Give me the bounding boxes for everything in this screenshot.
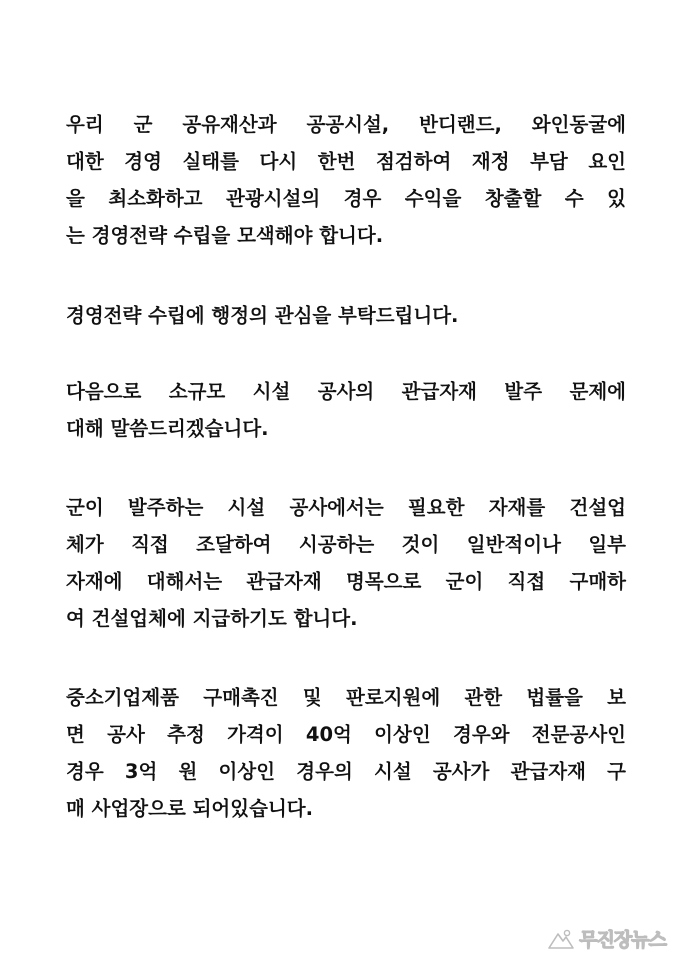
text-line: 다음으로 소규모 시설 공사의 관급자재 발주 문제에 — [66, 380, 626, 403]
text-line: 중소기업제품 구매촉진 및 판로지원에 관한 법률을 보 — [66, 686, 626, 709]
newspaper-logo-icon — [547, 928, 575, 950]
text-line: 는 경영전략 수립을 모색해야 합니다. — [66, 224, 384, 247]
text-line: 매 사업장으로 되어있습니다. — [66, 797, 314, 820]
paragraph-3 — [66, 373, 626, 447]
text-line: 자재에 대해서는 관급자재 명목으로 군이 직접 구매하 — [66, 570, 626, 593]
paragraph-5 — [66, 679, 626, 827]
paragraph-4 — [66, 489, 626, 637]
text-line: 우리 군 공유재산과 공공시설, 반디랜드, 와인동굴에 — [66, 113, 626, 136]
text-line: 을 최소화하고 관광시설의 경우 수익을 창출할 수 있 — [66, 187, 626, 210]
paragraph-1 — [66, 106, 626, 254]
text-line: 군이 발주하는 시설 공사에서는 필요한 자재를 건설업 — [66, 496, 626, 519]
text-line: 경영전략 수립에 행정의 관심을 부탁드립니다. — [66, 304, 459, 327]
watermark — [547, 925, 666, 952]
text-line: 대해 말씀드리겠습니다. — [66, 417, 269, 440]
text-line: 경우 3억 원 이상인 경우의 시설 공사가 관급자재 구 — [66, 760, 626, 783]
text-line: 면 공사 추정 가격이 40억 이상인 경우와 전문공사인 — [66, 723, 626, 746]
watermark-text: 무진장뉴스 — [579, 929, 666, 951]
text-line: 대한 경영 실태를 다시 한번 점검하여 재정 부담 요인 — [66, 150, 626, 173]
paragraph-2 — [66, 297, 626, 334]
text-line: 체가 직접 조달하여 시공하는 것이 일반적이나 일부 — [66, 533, 626, 556]
text-line: 여 건설업체에 지급하기도 합니다. — [66, 607, 358, 630]
